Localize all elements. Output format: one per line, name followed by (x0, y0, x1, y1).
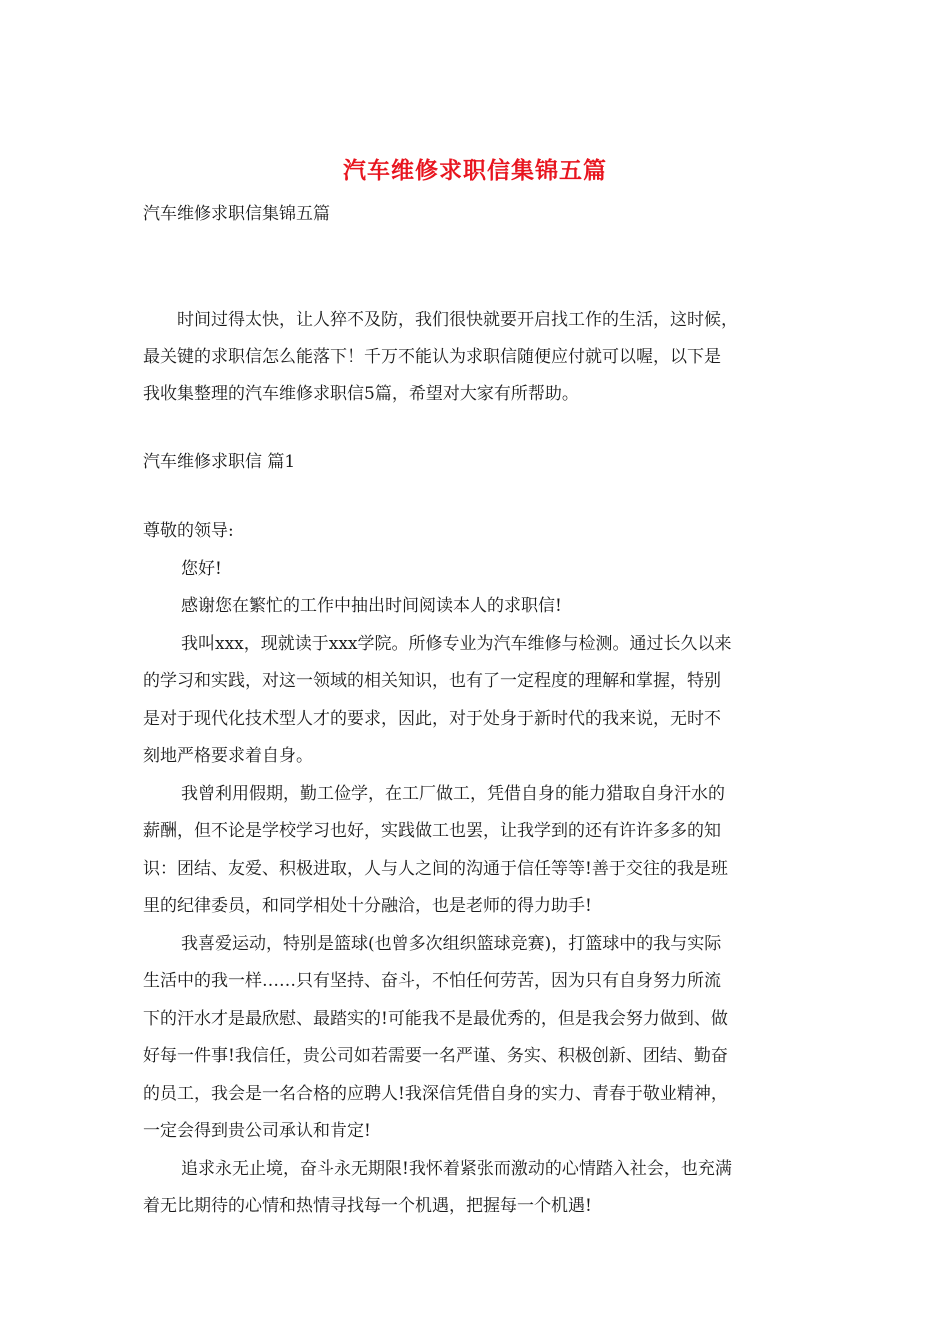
document-subtitle: 汽车维修求职信集锦五篇 (143, 204, 330, 224)
intro-paragraph (143, 302, 823, 413)
letter-greeting: 您好! (181, 558, 222, 579)
letter-body (143, 513, 823, 1226)
intro-line: 最关键的求职信怎么能落下！千万不能认为求职信随便应付就可以喔，以下是 (143, 347, 721, 367)
letter-line: 刻地严格要求着自身。 (143, 746, 313, 766)
letter-line: 生活中的我一样……只有坚持、奋斗，不怕任何劳苦，因为只有自身努力所流 (143, 971, 721, 991)
letter-line: 我叫xxx，现就读于xxx学院。所修专业为汽车维修与检测。通过长久以来 (181, 633, 732, 654)
letter-line: 识：团结、友爱、积极进取，人与人之间的沟通于信任等等!善于交往的我是班 (143, 858, 728, 879)
letter-line: 我喜爱运动，特别是篮球(也曾多次组织篮球竞赛)，打篮球中的我与实际 (181, 933, 722, 954)
letter-line: 薪酬，但不论是学校学习也好，实践做工也罢，让我学到的还有许许多多的知 (143, 821, 721, 841)
letter-line: 着无比期待的心情和热情寻找每一个机遇，把握每一个机遇! (143, 1196, 592, 1216)
letter-line: 的学习和实践，对这一领域的相关知识，也有了一定程度的理解和掌握，特别 (143, 671, 721, 691)
letter-line: 里的纪律委员，和同学相处十分融洽，也是老师的得力助手! (143, 896, 592, 916)
letter-line: 一定会得到贵公司承认和肯定! (143, 1121, 371, 1141)
letter-line: 感谢您在繁忙的工作中抽出时间阅读本人的求职信! (181, 596, 562, 616)
letter-line: 我曾利用假期，勤工俭学，在工厂做工，凭借自身的能力猎取自身汗水的 (181, 783, 725, 804)
letter-line: 下的汗水才是最欣慰、最踏实的!可能我不是最优秀的，但是我会努力做到、做 (143, 1008, 728, 1029)
letter-line: 的员工，我会是一名合格的应聘人!我深信凭借自身的实力、青春于敬业精神， (143, 1083, 728, 1104)
intro-line: 我收集整理的汽车维修求职信5篇，希望对大家有所帮助。 (143, 384, 579, 404)
letter-line: 是对于现代化技术型人才的要求，因此，对于处身于新时代的我来说，无时不 (143, 708, 721, 729)
letter-salutation: 尊敬的领导: (143, 521, 234, 541)
letter-line: 好每一件事!我信任，贵公司如若需要一名严谨、务实、积极创新、团结、勤奋 (143, 1046, 728, 1066)
intro-line: 时间过得太快，让人猝不及防，我们很快就要开启找工作的生活，这时候， (177, 310, 738, 330)
section-heading: 汽车维修求职信 篇1 (143, 452, 296, 472)
document-title: 汽车维修求职信集锦五篇 (343, 157, 607, 184)
letter-line: 追求永无止境，奋斗永无期限!我怀着紧张而激动的心情踏入社会，也充满 (181, 1158, 732, 1179)
